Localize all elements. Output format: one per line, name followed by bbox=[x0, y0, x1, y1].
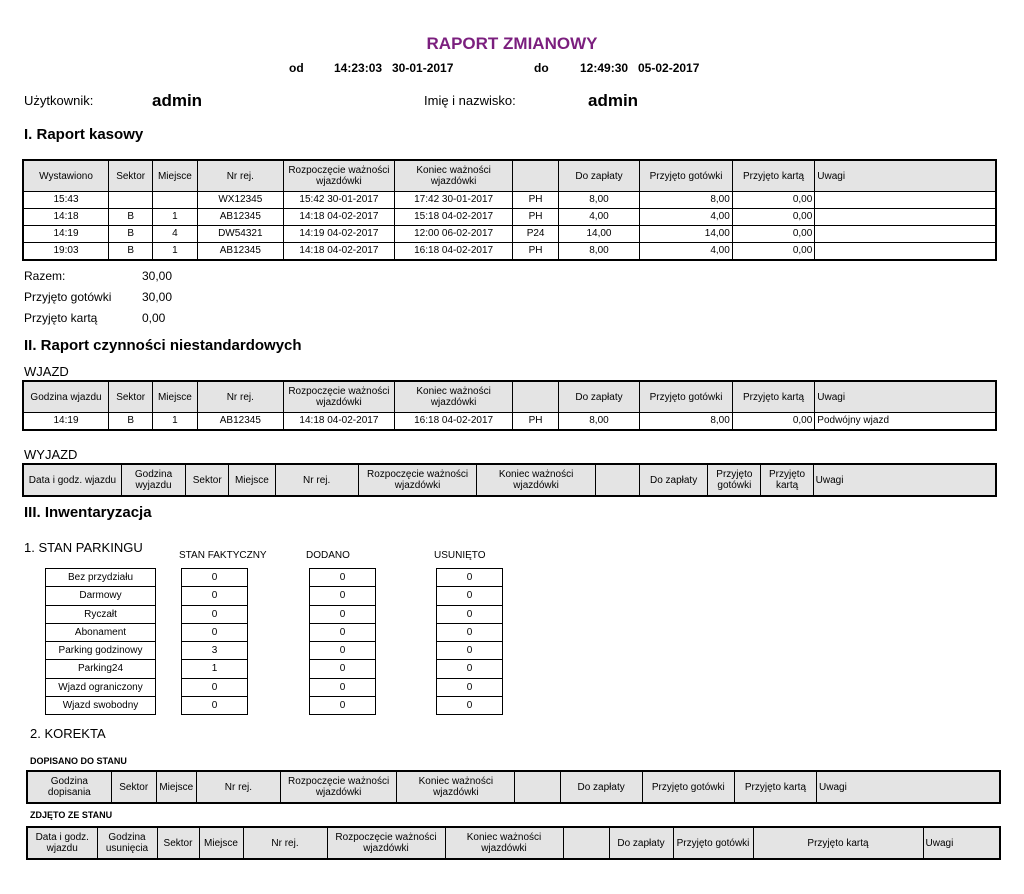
column-header: Uwagi bbox=[815, 381, 996, 413]
inventory-cell: Wjazd swobodny bbox=[62, 699, 139, 711]
table-header-row bbox=[23, 381, 996, 413]
column-header: Przyjęto kartą bbox=[761, 464, 813, 496]
range-from-date: 30-01-2017 bbox=[392, 61, 454, 75]
zdjeto-label: ZDJĘTO ZE STANU bbox=[30, 810, 113, 820]
inventory-cell: Darmowy bbox=[46, 587, 155, 605]
summary-value: 30,00 bbox=[142, 290, 173, 304]
name-value: admin bbox=[588, 91, 639, 110]
column-header: Uwagi bbox=[923, 827, 1000, 859]
column-header: Przyjęto gotówki bbox=[640, 381, 733, 413]
table-cell: 0,00 bbox=[732, 226, 815, 243]
user-label: Użytkownik: bbox=[24, 93, 94, 108]
stan-parkingu-label: 1. STAN PARKINGU bbox=[24, 540, 143, 555]
name-label: Imię i nazwisko: bbox=[424, 93, 516, 108]
table-cell bbox=[815, 209, 996, 226]
table-cell: 4 bbox=[153, 226, 197, 243]
table-row bbox=[23, 243, 996, 261]
column-header bbox=[513, 381, 558, 413]
summary-label: Przyjęto gotówki bbox=[24, 290, 112, 304]
table-cell: 4,00 bbox=[640, 209, 733, 226]
table-cell: 16:18 04-02-2017 bbox=[394, 243, 513, 261]
wyjazd-table bbox=[22, 463, 997, 497]
column-header: Rozpoczęcie ważności wjazdówki bbox=[284, 160, 395, 192]
table-cell bbox=[815, 226, 996, 243]
table-cell: PH bbox=[513, 209, 558, 226]
summary-value: 30,00 bbox=[142, 269, 173, 283]
column-header: Uwagi bbox=[813, 464, 996, 496]
inventory-dodano bbox=[309, 568, 376, 715]
inventory-usunieto bbox=[436, 568, 503, 715]
wjazd-table bbox=[22, 380, 997, 431]
table-cell: 0,00 bbox=[732, 192, 815, 209]
range-from-label: od bbox=[289, 61, 304, 75]
inventory-cell: 0 bbox=[310, 679, 375, 697]
table-cell: 0,00 bbox=[732, 413, 815, 431]
table-cell: AB12345 bbox=[197, 243, 284, 261]
inventory-cell: 0 bbox=[182, 606, 247, 624]
table-cell: 15:42 30-01-2017 bbox=[284, 192, 395, 209]
summary-label: Przyjęto kartą bbox=[24, 311, 98, 325]
inventory-cell: 0 bbox=[437, 587, 502, 605]
table-cell: B bbox=[109, 226, 153, 243]
column-header: Miejsce bbox=[153, 160, 197, 192]
table-row bbox=[23, 192, 996, 209]
table-cell: P24 bbox=[513, 226, 558, 243]
inventory-cell: 0 bbox=[310, 624, 375, 642]
column-header bbox=[595, 464, 639, 496]
table-cell: 8,00 bbox=[640, 413, 733, 431]
column-header: Nr rej. bbox=[196, 771, 280, 803]
table-cell: 1 bbox=[153, 209, 197, 226]
dopisano-label: DOPISANO DO STANU bbox=[30, 756, 127, 766]
table-cell: 14:18 04-02-2017 bbox=[284, 243, 395, 261]
table-cell: DW54321 bbox=[197, 226, 284, 243]
table-cell: 14:18 bbox=[23, 209, 109, 226]
table-row bbox=[23, 226, 996, 243]
column-header: Koniec ważności wjazdówki bbox=[397, 771, 515, 803]
table-cell bbox=[153, 192, 197, 209]
table-cell: 14:19 bbox=[23, 226, 109, 243]
table-cell: AB12345 bbox=[197, 209, 284, 226]
column-header: Sektor bbox=[157, 827, 199, 859]
inventory-cell: 0 bbox=[310, 642, 375, 660]
inventory-cell: 0 bbox=[437, 569, 502, 587]
table-header-row bbox=[27, 771, 1000, 803]
inventory-cell: Ryczałt bbox=[46, 606, 155, 624]
table-header-row bbox=[27, 827, 1000, 859]
inventory-cell: Parking godzinowy bbox=[46, 642, 155, 660]
table-cell: 8,00 bbox=[558, 413, 640, 431]
column-header: Godzina wyjazdu bbox=[121, 464, 185, 496]
inventory-cell: 0 bbox=[182, 679, 247, 697]
inventory-cell: Parking24 bbox=[46, 660, 155, 678]
column-header: Przyjęto gotówki bbox=[708, 464, 761, 496]
range-to-time: 12:49:30 bbox=[580, 61, 629, 75]
section3-heading: III. Inwentaryzacja bbox=[24, 504, 152, 521]
inventory-categories bbox=[45, 568, 156, 715]
table-cell: 14:19 bbox=[23, 413, 109, 431]
column-header: Nr rej. bbox=[275, 464, 358, 496]
column-header: Do zapłaty bbox=[560, 771, 642, 803]
column-header: Przyjęto kartą bbox=[732, 381, 815, 413]
table-cell: B bbox=[109, 413, 153, 431]
inventory-cell: Bez przydziału bbox=[46, 569, 155, 587]
section1-heading: I. Raport kasowy bbox=[24, 126, 144, 143]
wjazd-label: WJAZD bbox=[24, 364, 69, 379]
inventory-cell: 0 bbox=[437, 624, 502, 642]
inventory-cell: 0 bbox=[182, 569, 247, 587]
inventory-cell: 1 bbox=[182, 660, 247, 678]
table-row bbox=[23, 413, 996, 431]
column-header: Koniec ważności wjazdówki bbox=[394, 160, 513, 192]
table-cell: PH bbox=[513, 243, 558, 261]
range-from-time: 14:23:03 bbox=[334, 61, 383, 75]
korekta-label: 2. KOREKTA bbox=[30, 726, 106, 741]
user-value: admin bbox=[152, 91, 203, 110]
column-header: Nr rej. bbox=[243, 827, 327, 859]
table-cell bbox=[815, 192, 996, 209]
table-cell: 14,00 bbox=[640, 226, 733, 243]
table-cell bbox=[815, 243, 996, 261]
col-stan-faktyczny: STAN FAKTYCZNY bbox=[179, 550, 267, 561]
column-header: Koniec ważności wjazdówki bbox=[394, 381, 513, 413]
table-cell: B bbox=[109, 209, 153, 226]
column-header: Sektor bbox=[186, 464, 229, 496]
dopisano-table bbox=[26, 770, 1001, 804]
column-header: Do zapłaty bbox=[639, 464, 707, 496]
column-header: Sektor bbox=[111, 771, 156, 803]
column-header: Wystawiono bbox=[23, 160, 109, 192]
column-header: Koniec ważności wjazdówki bbox=[477, 464, 595, 496]
column-header: Miejsce bbox=[229, 464, 275, 496]
inventory-cell: 0 bbox=[182, 624, 247, 642]
section2-heading: II. Raport czynności niestandardowych bbox=[24, 337, 302, 354]
column-header bbox=[513, 160, 558, 192]
table-cell: 15:43 bbox=[23, 192, 109, 209]
table-cell: 15:18 04-02-2017 bbox=[394, 209, 513, 226]
column-header: Przyjęto kartą bbox=[732, 160, 815, 192]
column-header: Miejsce bbox=[156, 771, 196, 803]
column-header: Rozpoczęcie ważności wjazdówki bbox=[284, 381, 395, 413]
column-header: Do zapłaty bbox=[609, 827, 673, 859]
column-header: Sektor bbox=[109, 160, 153, 192]
column-header: Rozpoczęcie ważności wjazdówki bbox=[281, 771, 397, 803]
table-cell: 14,00 bbox=[558, 226, 640, 243]
table-row bbox=[23, 209, 996, 226]
inventory-cell: 0 bbox=[182, 587, 247, 605]
inventory-cell: 0 bbox=[437, 660, 502, 678]
zdjeto-table bbox=[26, 826, 1001, 860]
table-cell: 4,00 bbox=[558, 209, 640, 226]
inventory-cell: Wjazd ograniczony bbox=[46, 679, 155, 697]
inventory-cell: 0 bbox=[310, 587, 375, 605]
table-header-row bbox=[23, 464, 996, 496]
table-cell: AB12345 bbox=[197, 413, 284, 431]
inventory-cell: 0 bbox=[437, 606, 502, 624]
table-cell: PH bbox=[513, 413, 558, 431]
table-cell bbox=[109, 192, 153, 209]
table-cell: 12:00 06-02-2017 bbox=[394, 226, 513, 243]
inventory-cell: 3 bbox=[182, 642, 247, 660]
column-header: Data i godz. wjazdu bbox=[27, 827, 97, 859]
range-to-date: 05-02-2017 bbox=[638, 61, 700, 75]
summary-value: 0,00 bbox=[142, 311, 166, 325]
summary-label: Razem: bbox=[24, 269, 66, 283]
column-header: Do zapłaty bbox=[558, 160, 640, 192]
column-header: Uwagi bbox=[817, 771, 1000, 803]
table-cell: 14:18 04-02-2017 bbox=[284, 209, 395, 226]
inventory-cell: 0 bbox=[437, 642, 502, 660]
column-header: Nr rej. bbox=[197, 160, 284, 192]
table-cell: 0,00 bbox=[732, 243, 815, 261]
table-cell: 14:18 04-02-2017 bbox=[284, 413, 395, 431]
table-cell: 16:18 04-02-2017 bbox=[394, 413, 513, 431]
table-cell: 8,00 bbox=[558, 243, 640, 261]
table-cell: 19:03 bbox=[23, 243, 109, 261]
inventory-cell: 0 bbox=[310, 660, 375, 678]
column-header: Nr rej. bbox=[197, 381, 284, 413]
table-cell: B bbox=[109, 243, 153, 261]
table-cell: 17:42 30-01-2017 bbox=[394, 192, 513, 209]
table-cell: 0,00 bbox=[732, 209, 815, 226]
column-header: Przyjęto gotówki bbox=[642, 771, 734, 803]
inventory-cell: 0 bbox=[310, 569, 375, 587]
column-header: Godzina dopisania bbox=[27, 771, 111, 803]
table-cell: 8,00 bbox=[640, 192, 733, 209]
wyjazd-label: WYJAZD bbox=[24, 447, 78, 462]
table-cell: 8,00 bbox=[558, 192, 640, 209]
column-header: Godzina wjazdu bbox=[23, 381, 109, 413]
report-title: RAPORT ZMIANOWY bbox=[426, 34, 598, 53]
inventory-cell: 0 bbox=[466, 699, 473, 711]
column-header: Koniec ważności wjazdówki bbox=[445, 827, 563, 859]
column-header: Godzina usunięcia bbox=[97, 827, 157, 859]
table-cell: 4,00 bbox=[640, 243, 733, 261]
column-header bbox=[563, 827, 609, 859]
col-usunieto: USUNIĘTO bbox=[434, 550, 486, 561]
col-dodano: DODANO bbox=[306, 550, 350, 561]
column-header: Rozpoczęcie ważności wjazdówki bbox=[358, 464, 476, 496]
column-header: Przyjęto gotówki bbox=[640, 160, 733, 192]
inventory-cell: 0 bbox=[310, 606, 375, 624]
cash-report-table bbox=[22, 159, 997, 261]
column-header: Sektor bbox=[109, 381, 153, 413]
inventory-stan-faktyczny bbox=[181, 568, 248, 715]
table-cell: WX12345 bbox=[197, 192, 284, 209]
inventory-cell: Abonament bbox=[46, 624, 155, 642]
inventory-cell: 0 bbox=[211, 699, 218, 711]
column-header: Data i godz. wjazdu bbox=[23, 464, 121, 496]
column-header: Przyjęto kartą bbox=[734, 771, 816, 803]
table-header-row bbox=[23, 160, 996, 192]
column-header: Przyjęto gotówki bbox=[673, 827, 753, 859]
inventory-cell: 0 bbox=[339, 699, 346, 711]
column-header: Miejsce bbox=[153, 381, 197, 413]
range-to-label: do bbox=[534, 61, 549, 75]
column-header: Przyjęto kartą bbox=[753, 827, 923, 859]
column-header: Miejsce bbox=[199, 827, 243, 859]
column-header: Rozpoczęcie ważności wjazdówki bbox=[327, 827, 445, 859]
table-cell: Podwójny wjazd bbox=[815, 413, 996, 431]
table-cell: 1 bbox=[153, 413, 197, 431]
table-cell: 1 bbox=[153, 243, 197, 261]
table-cell: 14:19 04-02-2017 bbox=[284, 226, 395, 243]
inventory-cell: 0 bbox=[437, 679, 502, 697]
column-header: Uwagi bbox=[815, 160, 996, 192]
column-header: Do zapłaty bbox=[558, 381, 640, 413]
column-header bbox=[515, 771, 560, 803]
table-cell: PH bbox=[513, 192, 558, 209]
